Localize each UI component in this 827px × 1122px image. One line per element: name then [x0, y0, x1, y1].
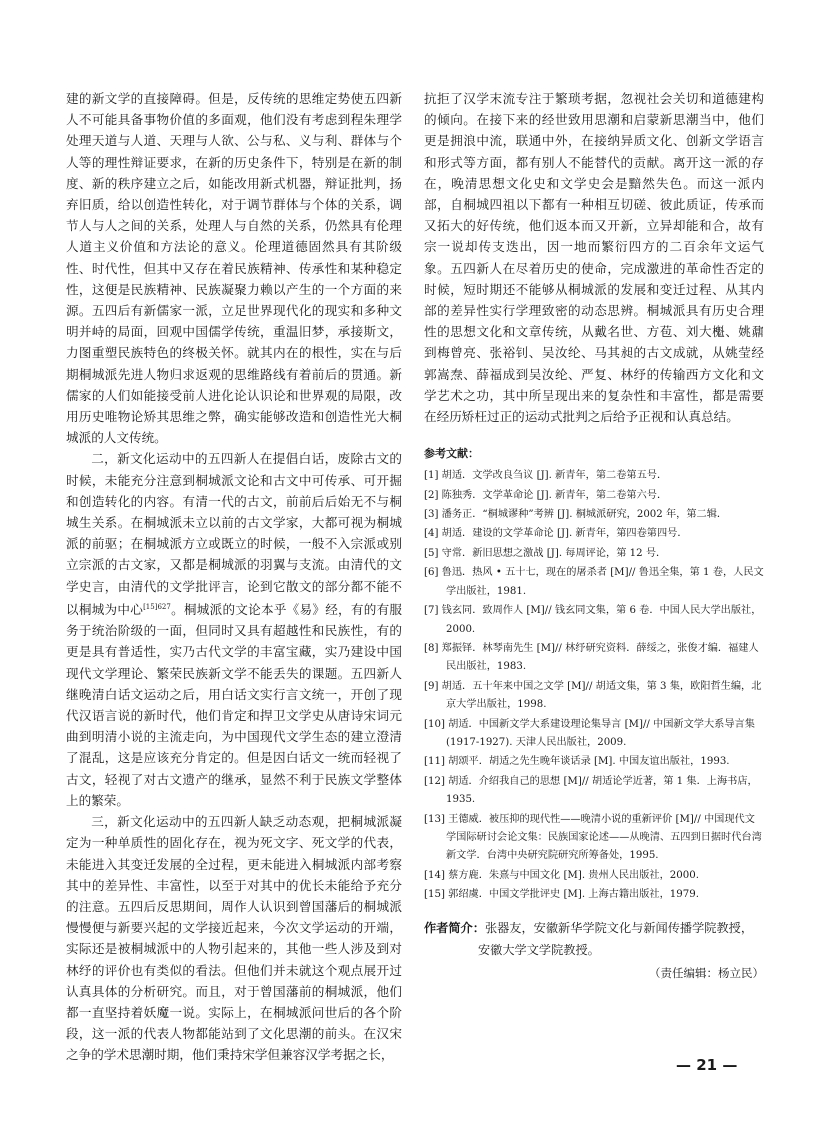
reference-item: [14] 蔡方鹿．朱熹与中国文化 [M]. 贵州人民出版社，2000. [424, 869, 699, 881]
reference-item: [12] 胡适．介绍我自己的思想 [M]// 胡适论学近著，第 1 集．上海书店，1935. [424, 775, 758, 806]
references-list [424, 467, 764, 904]
reference-item: [15] 郭绍虞．中国文学批评史 [M]. 上海古籍出版社，1979. [424, 889, 699, 901]
reference-item: [8] 郑振铎．林琴南先生 [M]// 林纾研究资料．薛绥之，张俊才编．福建人民出版社，1983. [424, 642, 759, 673]
editor-note: （责任编辑：杨立民） [649, 965, 764, 980]
reference-item: [1] 胡适．文学改良刍议 [J]. 新青年，第二卷第五号． [424, 470, 668, 482]
reference-item: [4] 胡适．建设的文学革命论 [J]. 新青年，第四卷第四号． [424, 528, 688, 540]
paragraph-2-text: 二，新文化运动中的五四新人在提倡白话，废除古文的时候，未能充分注意到桐城派文论和古文中可传承、可开掘和创造转化的内容。有清一代的古文，前前后后始无不与桐城生关系。在桐城派未立以前的古文学家，大都可视为桐城派的前驱；在桐城派方立或既立的时候，一般不入宗派或别立宗派的古文家，又都是桐城派的羽翼与支流。由清代的文学史言，由清代的文学批评言，论到它散文的部分都不能不以桐城为中心 [66, 451, 402, 618]
reference-item: [6] 鲁迅．热风 • 五十七，现在的屠杀者 [M]// 鲁迅全集，第 1 卷，人民文学出版社，1981. [424, 567, 764, 597]
body-paragraph-3: 三，新文化运动中的五四新人缺乏动态观，把桐城派凝定为一种单质性的固化存在，视为死文字、死文学的代表，未能进入其变迁发展的全过程，更未能进入桐城派内部考察其中的差异性、丰富性，以至于对其中的优长未能给予充分的注意。五四后反思期间，周作人认识到曾国藩后的桐城派慢慢便与新要兴起的文学接近起来，今次文学运动的开端，实际还是被桐城派中的人物引起来的，其他一些人涉及到对林纾的评价也有类似的看法。但他们并未就这个观点展开过认真具体的分析研究。而且，对于曾国藩前的桐城派，他们都一直坚持着妖魔一说。实际上，在桐城派问世后的各个阶段，这一派的代表人物都能站到了文化思潮的前头。在汉宋之争的学术思潮时期，他们秉持宋学但兼容汉学考据之长， [66, 814, 402, 1063]
reference-item: [5] 守常．新旧思想之激战 [J]. 每周评论，第 12 号． [424, 547, 667, 559]
right-column [424, 88, 764, 981]
author-bio [424, 917, 764, 961]
reference-item: [11] 胡颂平．胡适之先生晚年谈话录 [M]. 中国友谊出版社，1993. [424, 756, 730, 768]
references-heading: 参考文献： [424, 447, 479, 461]
left-column [66, 88, 402, 1066]
paragraph-2-continued: 。桐城派的文论本乎《易》经，有的有服务于统治阶级的一面，但同时又具有超越性和民族性，有的更是具有普适性，实乃古代文学的丰富宝藏，实乃建设中国现代文学理论、繁荣民族新文学不能丢失的课题。五四新人继晚清白话文运动之后，用白话文实行言文统一，开创了现代汉语言说的新时代，他们肯定和捍卫文学史从唐诗宋词元曲到明清小说的主流走向，为中国现代文学生态的建立澄清了混乱，这是应该充分肯定的。但是因白话文一统而轻视了古文，轻视了对古文遗产的继承，显然不利于民族文学整体上的繁荣。 [66, 602, 403, 808]
author-label: 作者简介： [424, 920, 485, 935]
body-paragraph-2 [66, 448, 402, 811]
reference-item: [13] 王德威．被压抑的现代性——晚清小说的重新评价 [M]// 中国现代文学国际研讨会论文集：民族国家论述——从晚清、五四到日据时代台湾新文学．台湾中央研究院研究所筹备处，1995. [424, 813, 762, 862]
body-paragraph-1: 建的新文学的直接障碍。但是，反传统的思维定势使五四新人不可能具备事物价值的多面观，他们没有考虑到程朱理学处理天道与人道、天理与人欲、公与私、义与利、群体与个人等的理性辩证要求，在新的历史条件下，特别是在新的制度、新的秩序建立之后，如能改用新式机器，辩证批判，扬弃旧质，给以创造性转化，对于调节群体与个体的关系，调节人与人之间的关系，处理人与自然的关系，仍然具有伦理人道主义价值和方法论的意义。伦理道德固然具有其阶级性、时代性，但其中又存在着民族精神、传承性和某种稳定性，这便是民族精神、民族凝聚力赖以产生的一个方面的来源。五四后有新儒家一派，立足世界现代化的现实和多种文明并峙的局面，回观中国儒学传统，重温旧梦，承接斯文，力图重塑民族特色的终极关怀。就其内在的根性，实在与后期桐城派先进人物归求返观的思维路线有着前后的贯通。新儒家的人们如能接受前人进化论认识论和世界观的局限，改用历史唯物论矫其思维之弊，确实能够改造和创造性光大桐城派的人文传统。 [66, 91, 402, 446]
body-paragraph-4: 抗拒了汉学末流专注于繁琐考据，忽视社会关切和道德建构的倾向。在接下来的经世致用思潮和启蒙新思潮当中，他们更是拥浪中流，联通中外，在接纳异质文化、创新文学语言和形式等方面，都有别人不能替代的贡献。离开这一派的存在，晚清思想文化史和文学史会是黯然失色。而这一派内部，自桐城四祖以下都有一种相互切磋、彼此质证，传承而又拓大的好传统，他们返本而又开新，立异却能和合，故有宗一说却传支迭出，因一地而繁衍四方的二百余年文运气象。五四新人在尽着历史的使命，完成激进的革命性否定的时候，短时期还不能够从桐城派的发展和变迁过程、从其内部的差异性实行学理致密的动态思辨。桐城派具有历史合理性的思想文化和文章传统，从戴名世、方苞、刘大櫆、姚鼐到梅曾亮、张裕钊、吴汝纶、马其昶的古文成就，从姚莹经郭嵩焘、薛福成到吴汝纶、严复、林纾的传输西方文化和文学艺术之功，其中所呈现出来的复杂性和丰富性，都是需要在经历矫枉过正的运动式批判之后给予正视和认真总结。 [424, 91, 764, 425]
citation-superscript: [15]627 [143, 602, 171, 611]
author-text: 张器友，安徽新华学院文化与新闻传播学院教授，安徽大学文学院教授。 [478, 920, 754, 957]
reference-item: [10] 胡适．中国新文学大系建设理论集导言 [M]// 中国新文学大系导言集 (1917-1927). 天津人民出版社，2009. [424, 718, 755, 748]
reference-item: [9] 胡适．五十年来中国之文学 [M]// 胡适文集，第 3 集，欧阳哲生编，北京大学出版社，1998. [424, 680, 762, 711]
reference-item: [7] 钱玄同．致周作人 [M]// 钱玄同文集，第 6 卷．中国人民大学出版社，2000. [424, 605, 762, 635]
reference-item: [3] 潘务正．“桐城谬种”考辨 [J]. 桐城派研究，2002 年，第二辑． [424, 509, 728, 521]
reference-item: [2] 陈独秀．文学革命论 [J]. 新青年，第二卷第六号． [424, 489, 668, 501]
page-number: — 21 — [676, 1056, 738, 1074]
